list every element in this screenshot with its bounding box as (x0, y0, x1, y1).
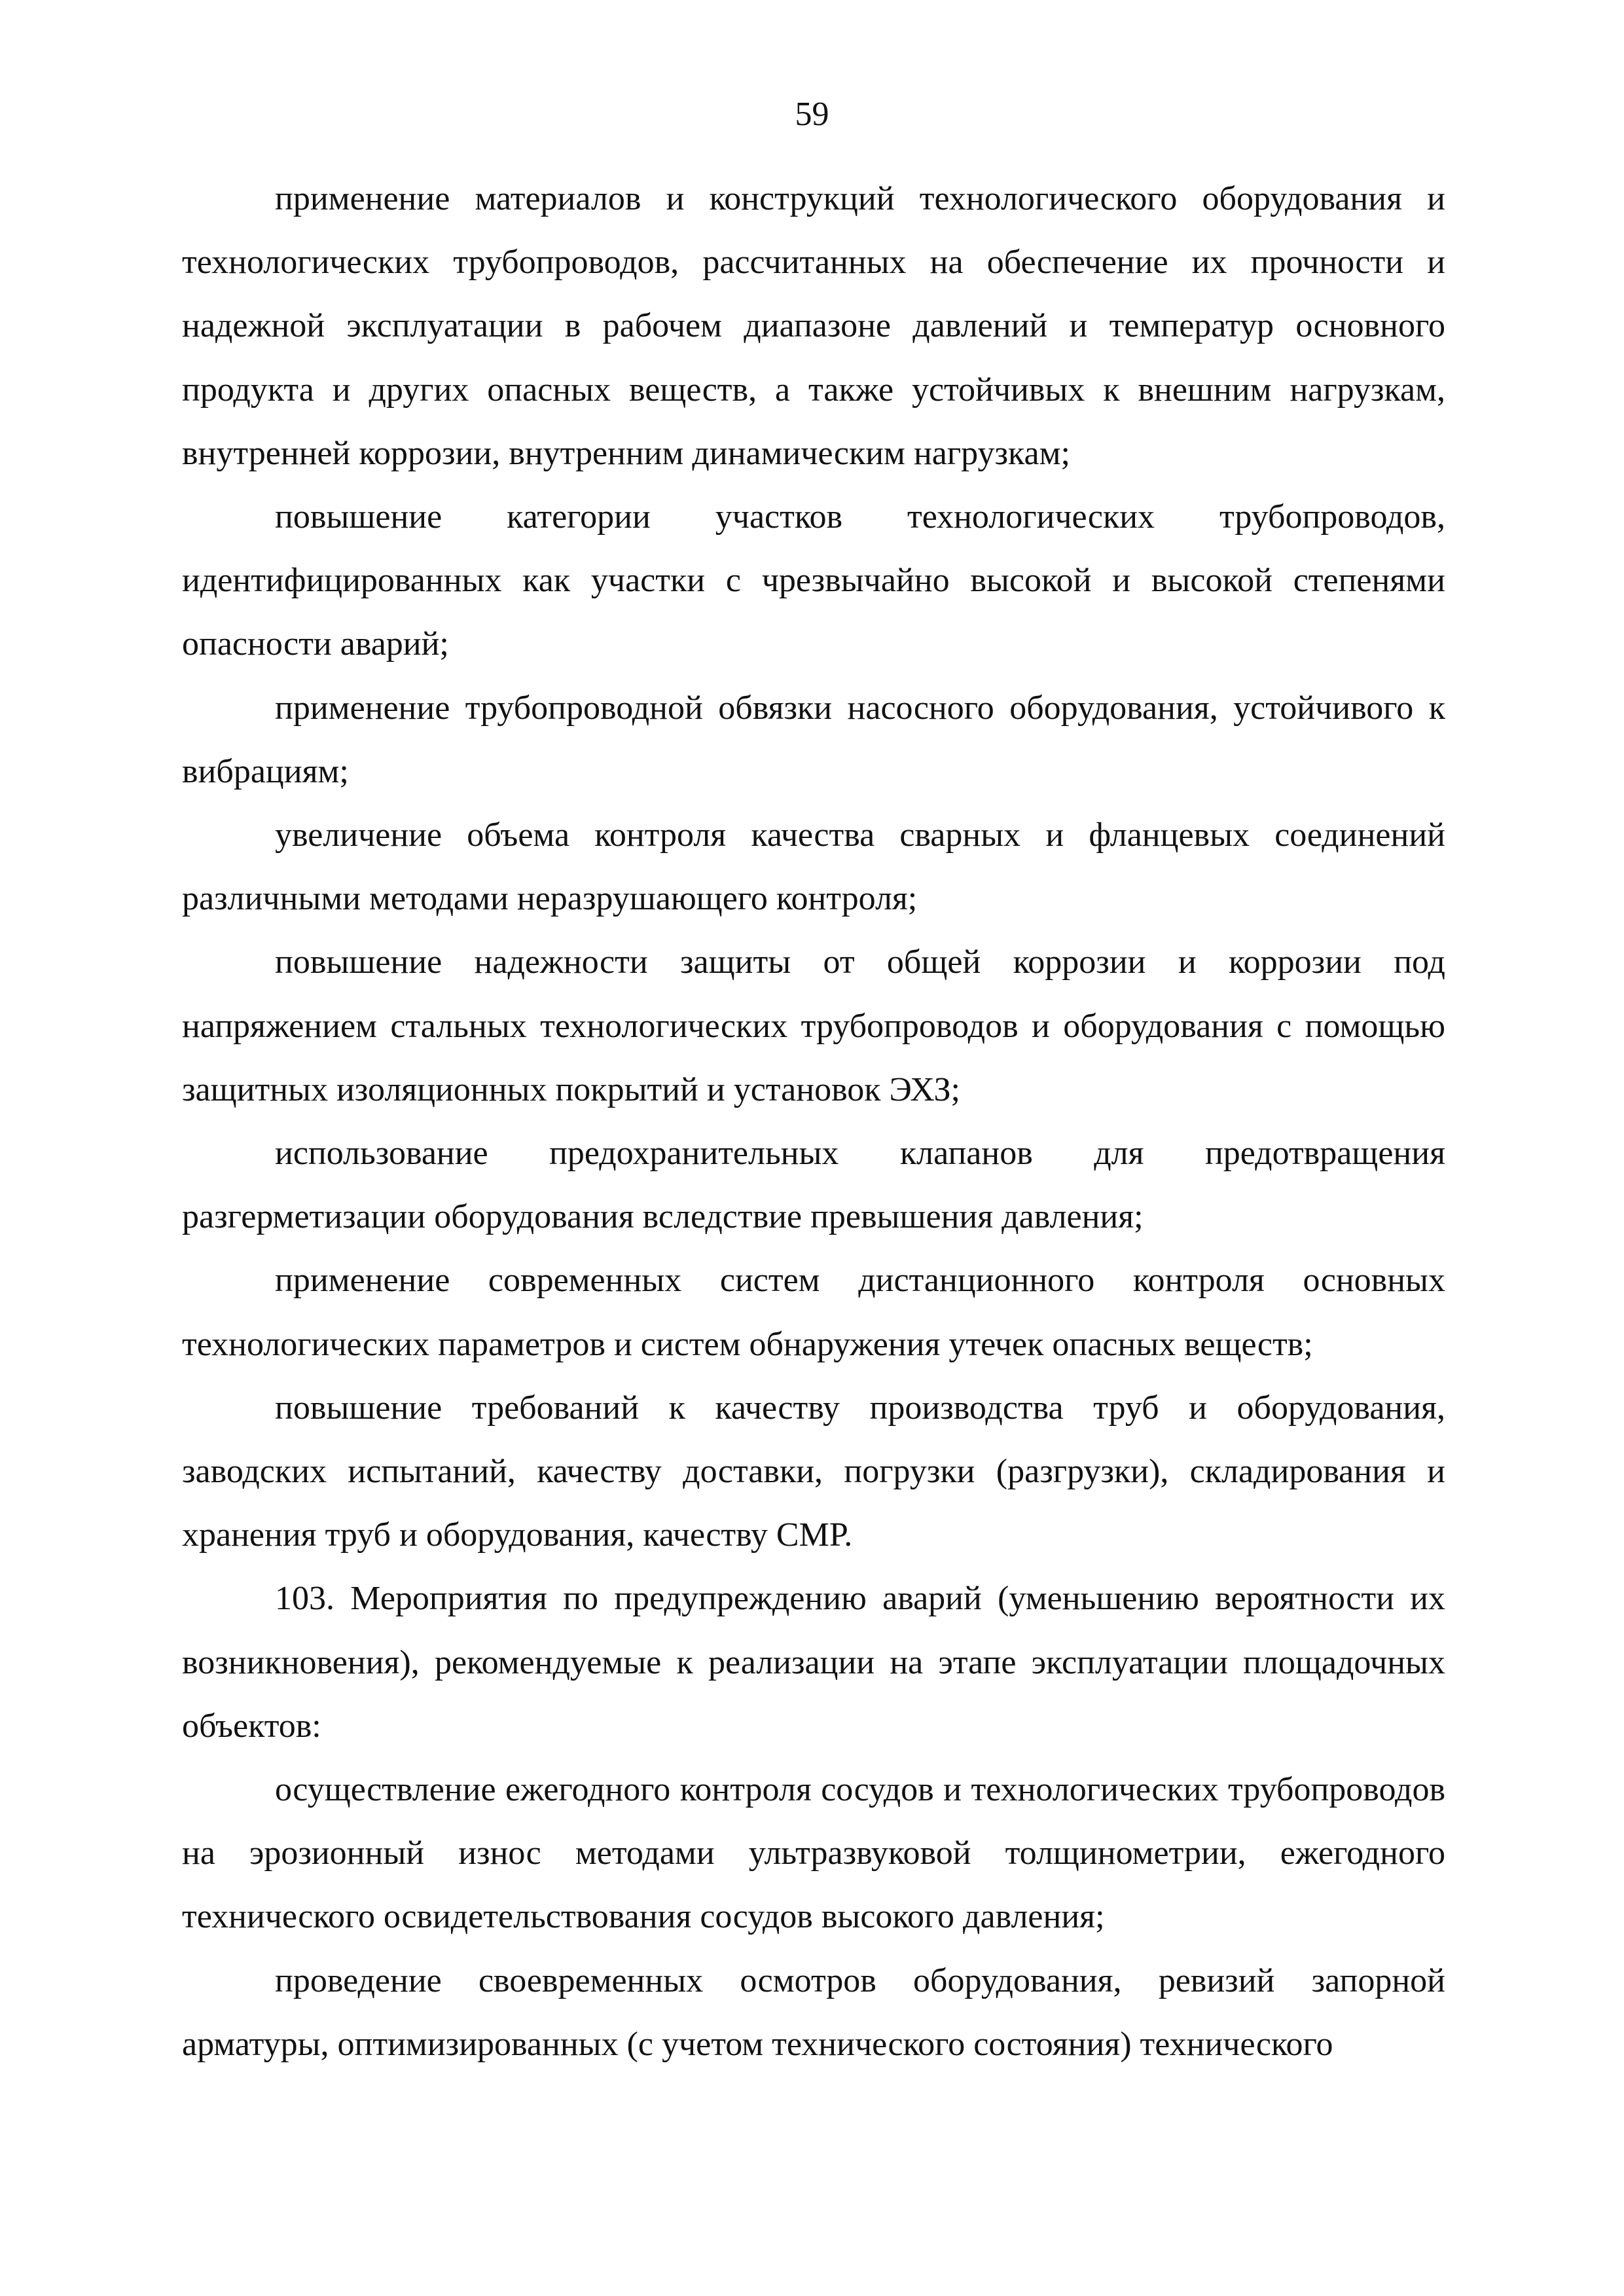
paragraph-pipeline-category: повышение категории участков технологических трубопроводов, идентифицированных как участки с чрезвычайно высокой и высокой степенями опасности аварий; (182, 498, 1445, 663)
paragraph-pump-piping: применение трубопроводной обвязки насосного оборудования, устойчивого к вибрациям; (182, 689, 1445, 790)
paragraph-quality-requirements: повышение требований к качеству производства труб и оборудования, заводских испытаний, качеству доставки, погрузки (разгрузки), складирования и хранения труб и оборудования, качеству СМР. (182, 1389, 1445, 1554)
paragraph-corrosion-protection: повышение надежности защиты от общей коррозии и коррозии под напряжением стальных технологических трубопроводов и оборудования с помощью защитных изоляционных покрытий и установок ЭХЗ; (182, 943, 1445, 1108)
page-number: 59 (795, 96, 829, 133)
document-body (182, 167, 1445, 2076)
paragraph-materials: применение материалов и конструкций технологического оборудования и технологических трубопроводов, рассчитанных на обеспечение их прочности и надежной эксплуатации в рабочем диапазоне давлений и температур основного продукта и других опасных веществ, а также устойчивых к внешним нагрузкам, внутренней коррозии, внутренним динамическим нагрузкам; (182, 180, 1445, 472)
paragraph-erosion-control: осуществление ежегодного контроля сосудов и технологических трубопроводов на эрозионный износ методами ультразвуковой толщинометрии, ежегодного технического освидетельствования сосудов высокого давления; (182, 1771, 1445, 1936)
paragraph-weld-inspection: увеличение объема контроля качества сварных и фланцевых соединений различными методами неразрушающего контроля; (182, 816, 1445, 918)
paragraph-inspections: проведение своевременных осмотров оборудования, ревизий запорной арматуры, оптимизированных (с учетом технического состояния) технического (182, 1961, 1445, 2063)
paragraph-safety-valves: использование предохранительных клапанов для предотвращения разгерметизации оборудования вследствие превышения давления; (182, 1135, 1445, 1236)
paragraph-section-103: 103. Мероприятия по предупреждению аварий (уменьшению вероятности их возникновения), рекомендуемые к реализации на этапе эксплуатации площадочных объектов: (182, 1580, 1445, 1745)
paragraph-remote-monitoring: применение современных систем дистанционного контроля основных технологических параметров и систем обнаружения утечек опасных веществ; (182, 1262, 1445, 1363)
